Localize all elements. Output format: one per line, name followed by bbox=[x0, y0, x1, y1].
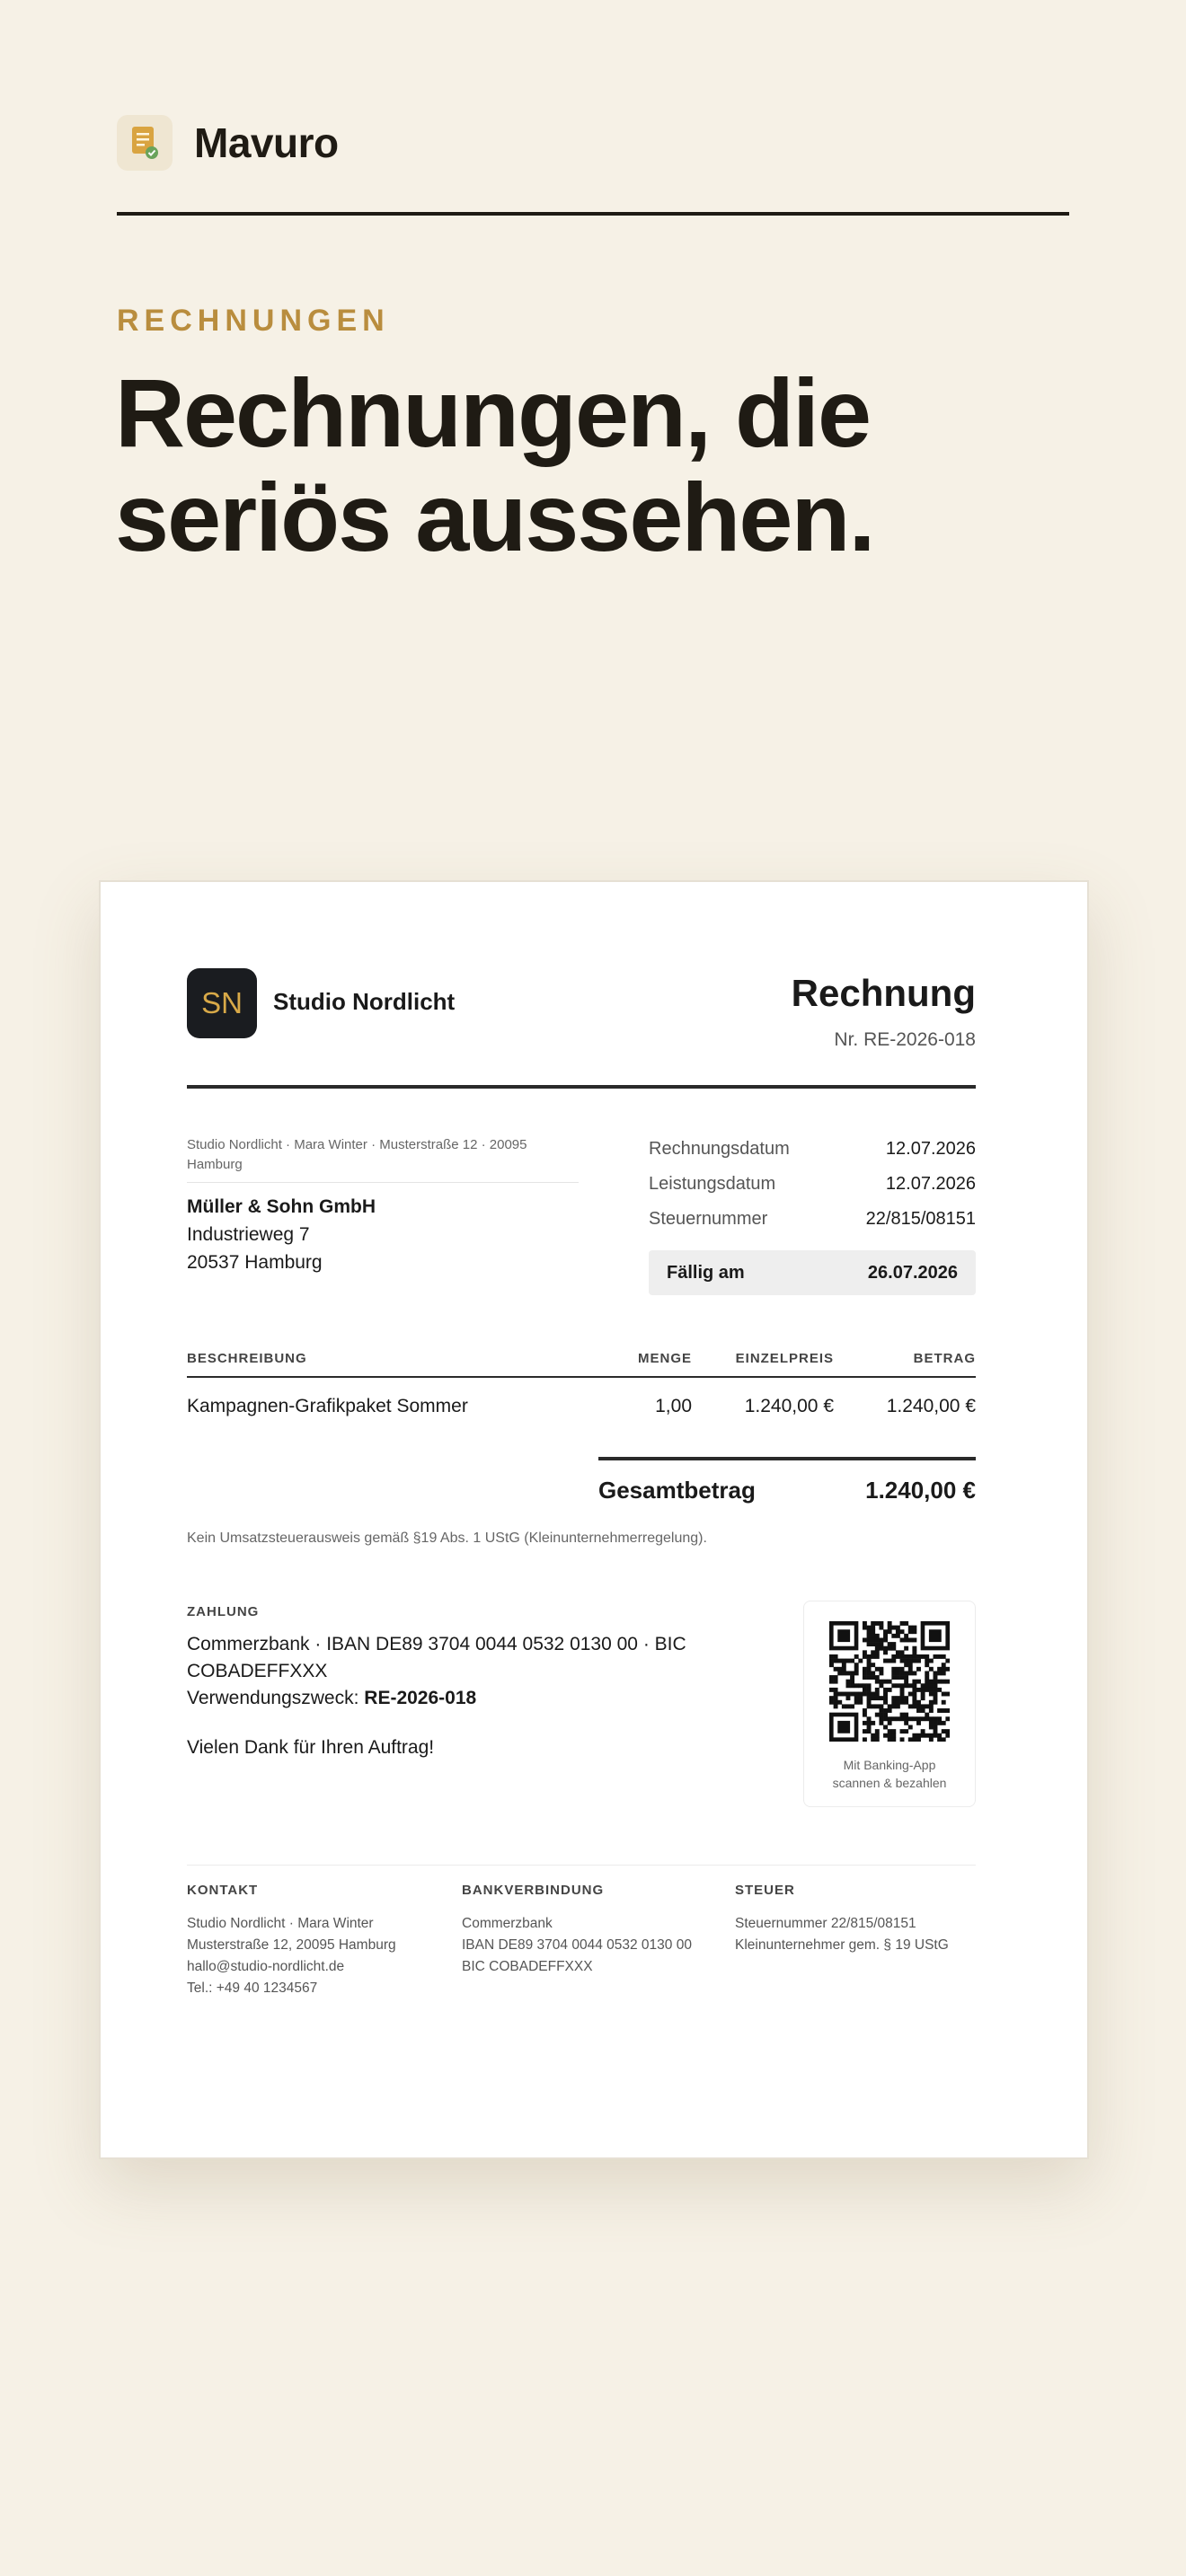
bank-line-2: COBADEFFXXX bbox=[187, 1661, 328, 1681]
footer-bank bbox=[462, 1883, 722, 1978]
footer-heading: BANKVERBINDUNG bbox=[462, 1883, 605, 1898]
invoice-preview bbox=[99, 880, 1089, 2159]
recipient-address bbox=[187, 1193, 376, 1276]
meta-row-tax-number bbox=[649, 1209, 976, 1244]
invoice-header-divider bbox=[187, 1085, 976, 1089]
invoice-number: Nr. RE-2026-018 bbox=[834, 1029, 976, 1050]
payment-details bbox=[187, 1631, 690, 1712]
invoice-icon bbox=[117, 115, 173, 171]
headline-line-1: Rechnungen, die bbox=[115, 358, 871, 467]
bank-line-1: Commerzbank · IBAN DE89 3704 0044 0532 0130 00 · BIC bbox=[187, 1634, 686, 1654]
recipient-city: 20537 Hamburg bbox=[187, 1252, 323, 1273]
reference-value: RE-2026-018 bbox=[364, 1688, 477, 1708]
footer-line: Steuernummer 22/815/08151 bbox=[735, 1916, 916, 1931]
meta-label: Steuernummer bbox=[649, 1209, 768, 1229]
footer-line: Tel.: +49 40 1234567 bbox=[187, 1981, 318, 1996]
sender-address-line: Studio Nordlicht · Mara Winter · Musterstraße 12 · 20095 Hamburg bbox=[187, 1135, 579, 1183]
meta-row-invoice-date bbox=[649, 1139, 976, 1174]
thank-you-note: Vielen Dank für Ihren Auftrag! bbox=[187, 1737, 435, 1758]
qr-caption-line-2: scannen & bezahlen bbox=[832, 1776, 947, 1790]
total-label: Gesamtbetrag bbox=[598, 1477, 756, 1504]
meta-row-service-date bbox=[649, 1174, 976, 1209]
payment-qr-card bbox=[803, 1601, 976, 1807]
meta-value: 22/815/08151 bbox=[865, 1209, 976, 1229]
app-brand bbox=[117, 115, 339, 171]
due-label: Fällig am bbox=[667, 1262, 745, 1283]
qr-code-icon bbox=[829, 1621, 950, 1742]
total-value: 1.240,00 € bbox=[865, 1477, 976, 1504]
invoice-meta bbox=[649, 1139, 976, 1244]
qr-caption bbox=[804, 1756, 975, 1792]
total-divider bbox=[598, 1457, 976, 1460]
row-unit-price: 1.240,00 € bbox=[744, 1396, 834, 1416]
footer-heading: STEUER bbox=[735, 1883, 795, 1898]
studio-name: Studio Nordlicht bbox=[273, 988, 456, 1015]
due-date-box bbox=[649, 1250, 976, 1295]
footer-line: IBAN DE89 3704 0044 0532 0130 00 bbox=[462, 1937, 692, 1953]
col-header-description: BESCHREIBUNG bbox=[187, 1351, 307, 1366]
row-description: Kampagnen-Grafikpaket Sommer bbox=[187, 1396, 468, 1416]
col-header-amount: BETRAG bbox=[913, 1351, 976, 1366]
reference-label: Verwendungszweck: bbox=[187, 1688, 365, 1708]
footer-line: BIC COBADEFFXXX bbox=[462, 1959, 593, 1974]
headline-line-2: seriös aussehen. bbox=[115, 463, 874, 571]
row-quantity: 1,00 bbox=[655, 1396, 692, 1416]
payment-reference bbox=[187, 1685, 690, 1712]
footer-divider bbox=[187, 1865, 976, 1866]
footer-line: Musterstraße 12, 20095 Hamburg bbox=[187, 1937, 396, 1953]
due-value: 26.07.2026 bbox=[867, 1262, 958, 1283]
qr-caption-line-1: Mit Banking-App bbox=[843, 1758, 936, 1772]
meta-value: 12.07.2026 bbox=[885, 1139, 976, 1159]
tax-note: Kein Umsatzsteuerausweis gemäß §19 Abs. 1 UStG (Kleinunternehmerregelung). bbox=[187, 1531, 707, 1546]
footer-line: Studio Nordlicht · Mara Winter bbox=[187, 1916, 374, 1931]
section-eyebrow: RECHNUNGEN bbox=[117, 304, 390, 338]
footer-contact bbox=[187, 1883, 447, 1999]
app-name: Mavuro bbox=[194, 119, 339, 166]
col-header-unit-price: EINZELPREIS bbox=[735, 1351, 834, 1366]
meta-label: Rechnungsdatum bbox=[649, 1139, 790, 1159]
footer-line: hallo@studio-nordlicht.de bbox=[187, 1959, 345, 1974]
footer-heading: KONTAKT bbox=[187, 1883, 259, 1898]
meta-label: Leistungsdatum bbox=[649, 1174, 776, 1194]
payment-heading: ZAHLUNG bbox=[187, 1604, 260, 1619]
recipient-company: Müller & Sohn GmbH bbox=[187, 1196, 376, 1217]
footer-line: Kleinunternehmer gem. § 19 UStG bbox=[735, 1937, 949, 1953]
meta-value: 12.07.2026 bbox=[885, 1174, 976, 1194]
studio-logo: SN bbox=[187, 968, 257, 1038]
col-header-quantity: MENGE bbox=[637, 1351, 692, 1366]
footer-line: Commerzbank bbox=[462, 1916, 553, 1931]
hero-headline bbox=[115, 358, 1103, 571]
table-header-divider bbox=[187, 1376, 976, 1378]
recipient-street: Industrieweg 7 bbox=[187, 1224, 310, 1245]
invoice-title: Rechnung bbox=[791, 972, 976, 1014]
row-amount: 1.240,00 € bbox=[886, 1396, 976, 1416]
header-divider bbox=[117, 212, 1069, 216]
footer-tax bbox=[735, 1883, 996, 1956]
